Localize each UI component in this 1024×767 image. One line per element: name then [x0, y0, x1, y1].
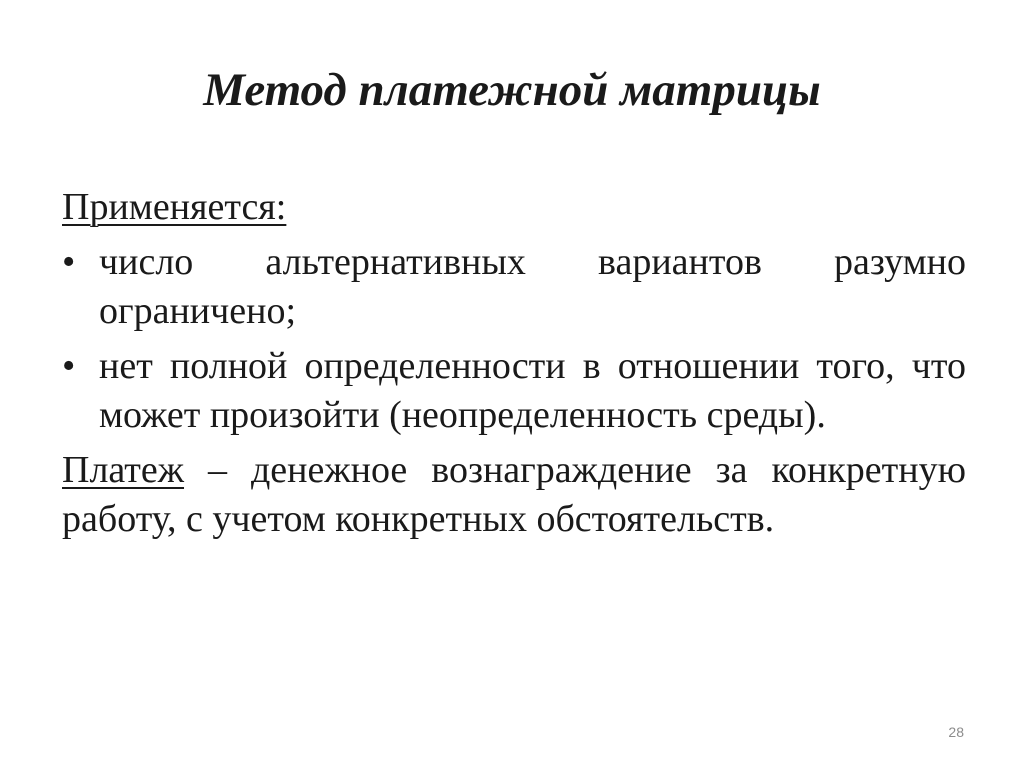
bullet-text: нет полной определенности в отношении того, что может произойти (неопределенность среды). — [99, 345, 966, 436]
definition-text: – денежное вознаграждение за конкретную работу, с учетом конкретных обстоятельств. — [62, 449, 966, 540]
bullet-list — [62, 238, 966, 440]
applies-label: Применяется: — [62, 186, 287, 228]
slide-title: Метод платежной матрицы — [203, 64, 821, 116]
page-number: 28 — [948, 724, 964, 740]
bullet-text: число альтернативных вариантов разумно ограничено; — [99, 241, 966, 332]
bullet-item — [62, 342, 966, 440]
definition-term: Платеж — [62, 449, 185, 491]
definition-paragraph — [62, 446, 966, 544]
bullet-item — [62, 238, 966, 336]
bullet-icon: • — [62, 241, 76, 283]
applies-heading — [62, 183, 966, 232]
bullet-icon: • — [62, 345, 76, 387]
slide-body — [62, 183, 966, 550]
